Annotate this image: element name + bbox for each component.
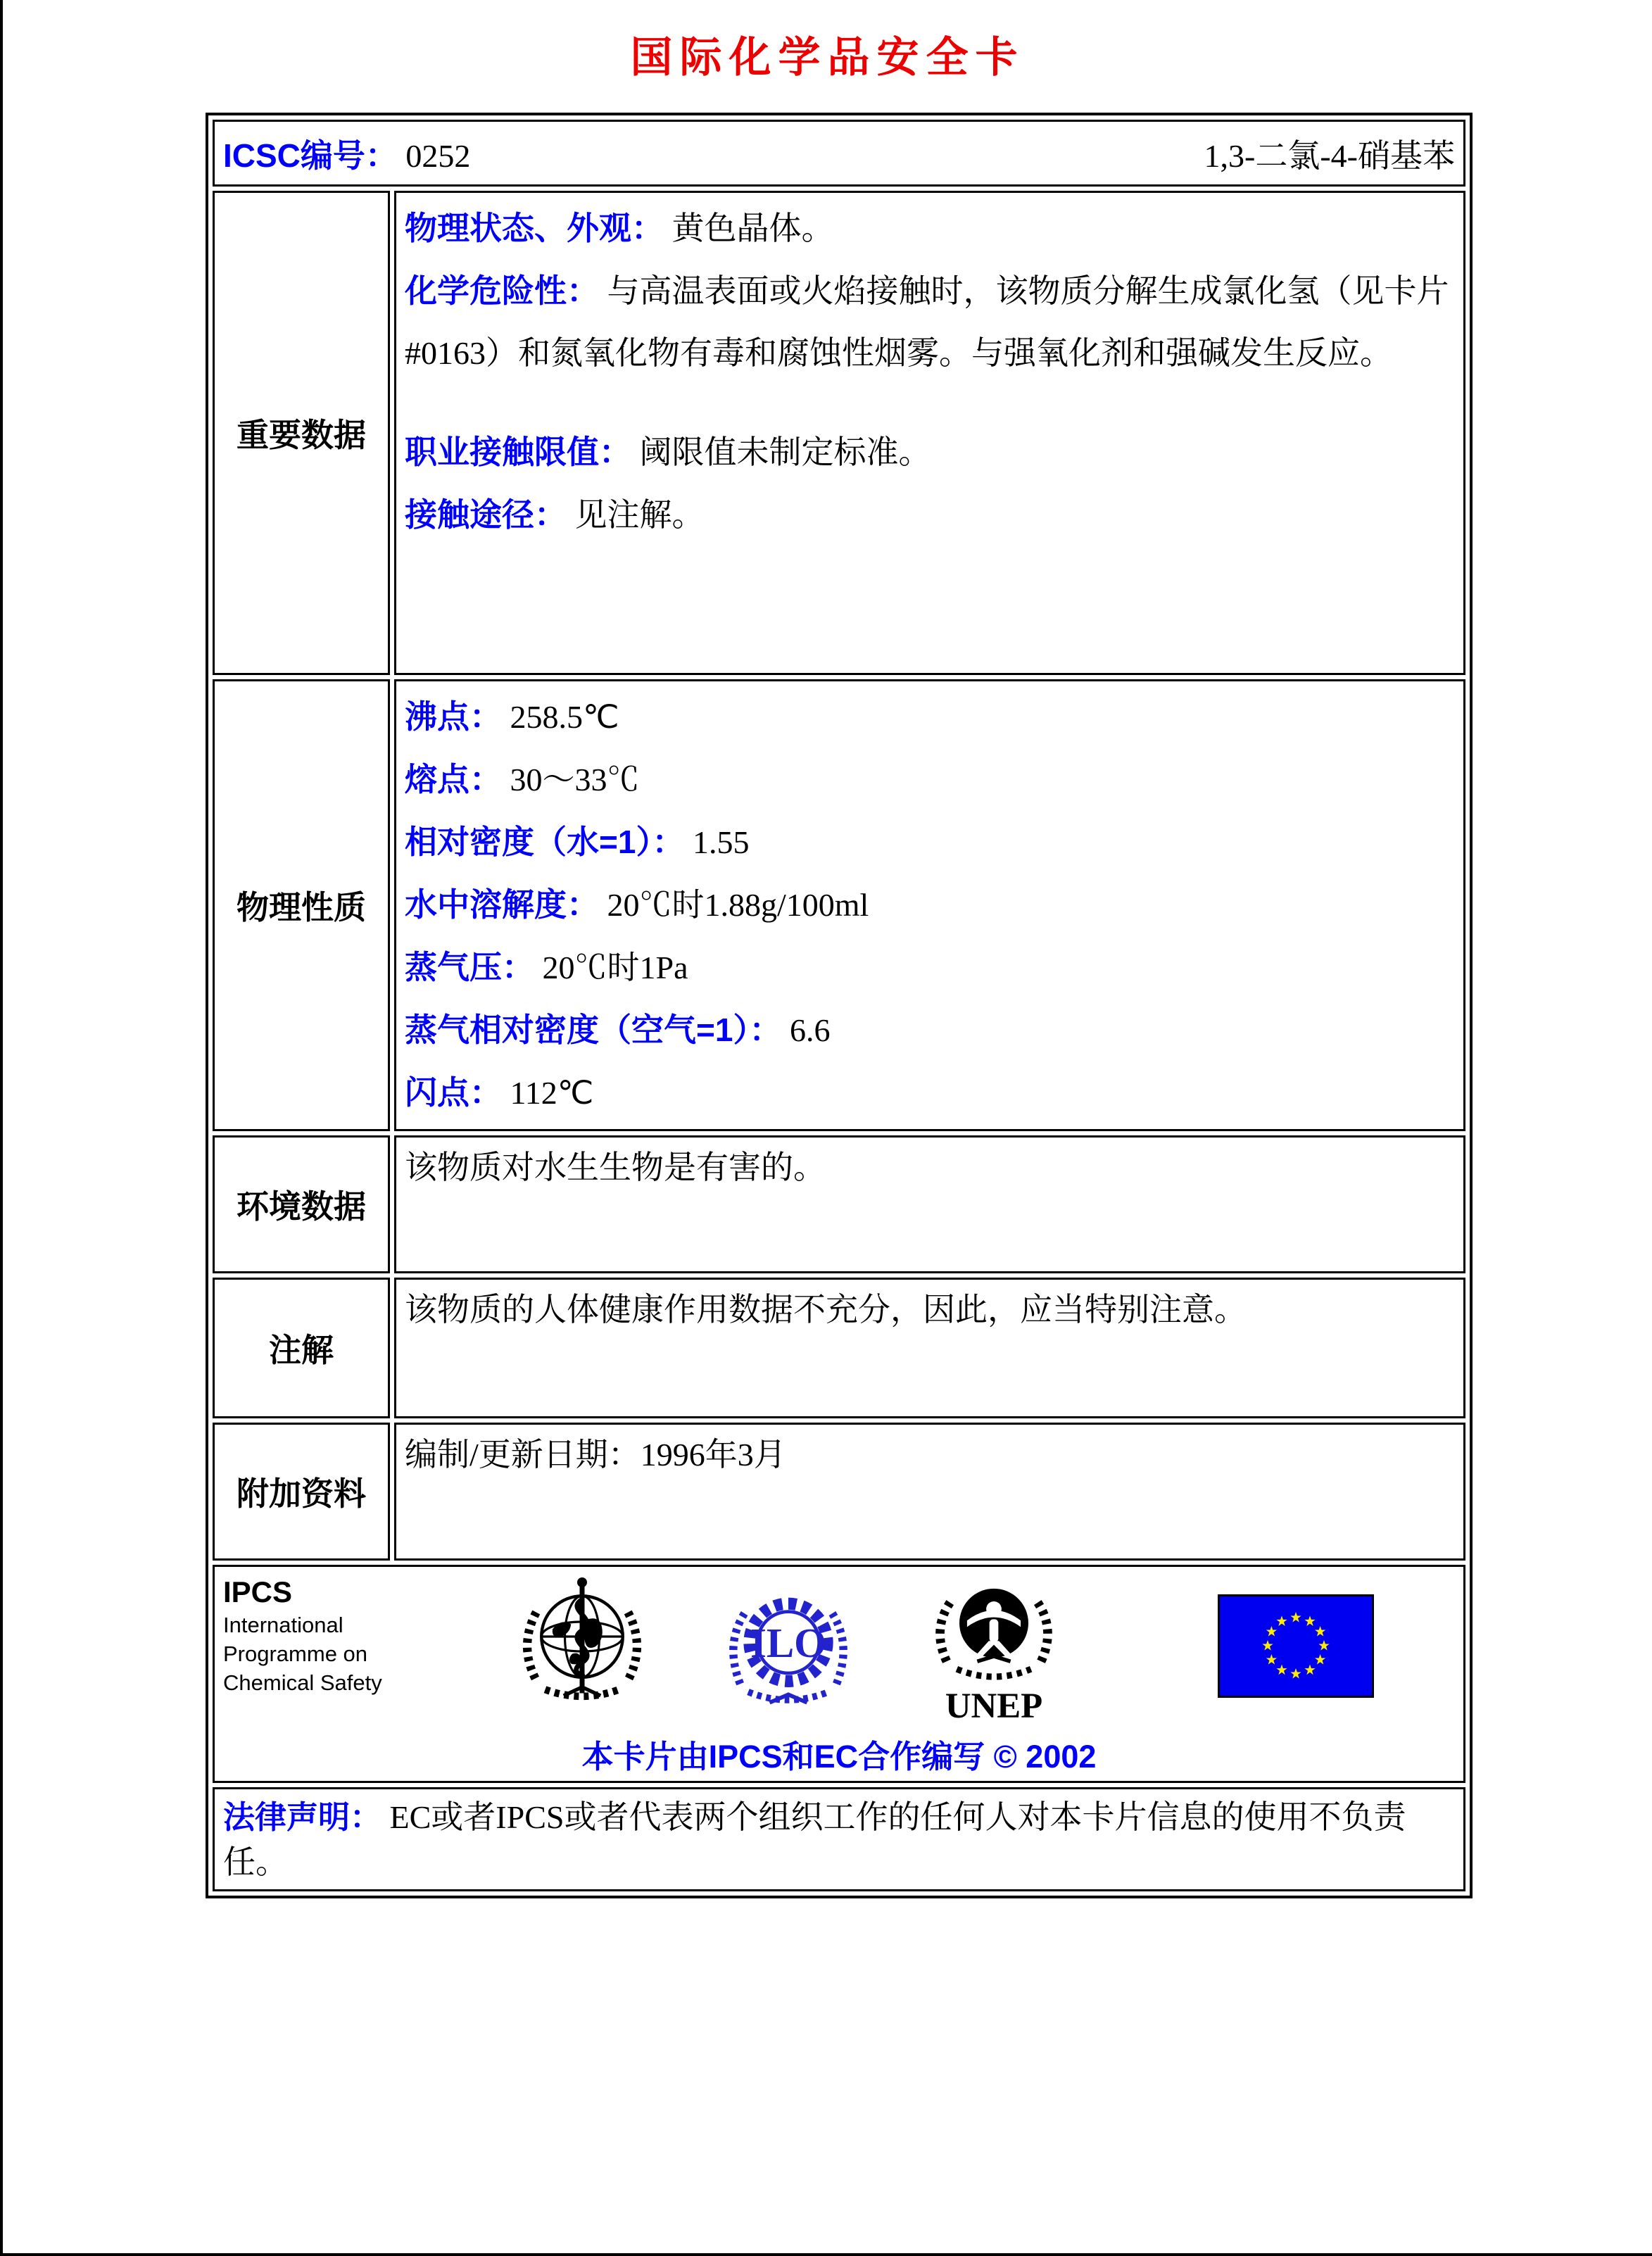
field-value: 与高温表面或火焰接触时，该物质分解生成氯化氢（见卡片#0163）和氮氧化物有毒和腐蚀性烟雾。与强氧化剂和强碱发生反应。	[405, 273, 1449, 371]
field-value: 黄色晶体。	[671, 210, 834, 246]
ipcs-subtitle-line2: Programme on	[223, 1641, 368, 1666]
chemical-name: 1,3-二氯-4-硝基苯	[1204, 137, 1455, 174]
icsc-card-table	[206, 113, 1473, 1898]
section-content-important-data	[394, 191, 1465, 675]
footer-caption-text: 本卡片由IPCS和EC合作编写	[581, 1739, 985, 1775]
unep-logo-icon	[888, 1567, 1099, 1725]
field-label: 蒸气压：	[405, 949, 534, 985]
field-value: 20℃时1.88g/100ml	[607, 887, 869, 923]
field-value: 20℃时1Pa	[542, 950, 688, 985]
field-flash-point	[405, 1061, 1455, 1124]
additional-information-text: 编制/更新日期：1996年3月	[405, 1437, 786, 1473]
page-title: 国际化学品安全卡	[630, 34, 1025, 81]
unep-logo-text: UNEP	[945, 1686, 1043, 1725]
field-chemical-dangers	[405, 260, 1455, 384]
field-value: 阈限值未制定标准。	[639, 434, 931, 470]
footer-cell	[213, 1565, 1465, 1783]
field-relative-density	[405, 811, 1455, 874]
footer-caption	[223, 1731, 1455, 1777]
field-water-solubility	[405, 874, 1455, 936]
section-row-notes	[213, 1278, 1465, 1418]
section-label-notes: 注解	[213, 1278, 390, 1418]
field-physical-state	[405, 197, 1455, 260]
who-logo-icon	[477, 1573, 688, 1720]
field-value: 112℃	[510, 1075, 594, 1111]
field-label: 闪点：	[405, 1074, 502, 1111]
ipcs-text-block	[223, 1574, 477, 1697]
field-value: 见注解。	[574, 497, 705, 533]
notes-text: 该物质的人体健康作用数据不充分，因此，应当特别注意。	[405, 1292, 1247, 1328]
field-label: 水中溶解度：	[405, 886, 599, 923]
section-content-physical-properties	[394, 679, 1465, 1131]
environmental-data-text: 该物质对水生生物是有害的。	[405, 1149, 826, 1185]
field-label: 接触途径：	[405, 496, 567, 533]
legal-notice-text: EC或者IPCS或者代表两个组织工作的任何人对本卡片信息的使用不负责任。	[223, 1799, 1406, 1880]
section-row-physical-properties	[213, 679, 1465, 1131]
legal-notice-label: 法律声明：	[223, 1799, 382, 1835]
field-label: 熔点：	[405, 761, 502, 798]
field-value: 258.5℃	[510, 699, 619, 735]
eu-flag-icon	[1142, 1594, 1374, 1698]
field-vapour-pressure	[405, 936, 1455, 999]
section-label-additional-information: 附加资料	[213, 1423, 390, 1561]
field-boiling-point	[405, 686, 1455, 748]
section-row-important-data	[213, 191, 1465, 675]
section-content-environmental-data	[394, 1135, 1465, 1273]
header-cell	[213, 120, 1465, 187]
field-routes-of-exposure	[405, 484, 1455, 546]
section-row-environmental-data	[213, 1135, 1465, 1273]
field-melting-point	[405, 748, 1455, 811]
field-occupational-exposure-limits	[405, 421, 1455, 484]
ilo-logo-text: ILO	[750, 1620, 826, 1666]
icsc-number-label: ICSC编号：	[223, 137, 398, 174]
field-label: 职业接触限值：	[405, 434, 631, 470]
ipcs-subtitle-line3: Chemical Safety	[223, 1670, 382, 1695]
header-row	[213, 120, 1465, 187]
section-content-additional-information	[394, 1423, 1465, 1561]
field-label: 沸点：	[405, 698, 502, 735]
section-row-additional-information	[213, 1423, 1465, 1561]
footer-row	[213, 1565, 1465, 1783]
field-label: 物理状态、外观：	[405, 210, 664, 246]
field-value: 6.6	[789, 1012, 831, 1048]
field-label: 化学危险性：	[405, 272, 599, 309]
legal-notice-cell	[213, 1787, 1465, 1891]
section-label-important-data: 重要数据	[213, 191, 390, 675]
footer-copyright: © 2002	[993, 1739, 1097, 1775]
ilo-logo-icon	[688, 1580, 888, 1713]
section-label-environmental-data: 环境数据	[213, 1135, 390, 1273]
field-value: 1.55	[692, 824, 750, 860]
ipcs-title: IPCS	[223, 1575, 293, 1608]
section-content-notes	[394, 1278, 1465, 1418]
field-label: 蒸气相对密度（空气=1）：	[405, 1012, 782, 1048]
section-label-physical-properties: 物理性质	[213, 679, 390, 1131]
icsc-number-group	[223, 130, 470, 177]
field-value: 30～33℃	[510, 762, 640, 798]
icsc-number-value: 0252	[405, 137, 471, 174]
ipcs-subtitle-line1: International	[223, 1613, 343, 1637]
field-vapour-relative-density	[405, 999, 1455, 1061]
field-label: 相对密度（水=1）：	[405, 824, 685, 860]
legal-notice-row	[213, 1787, 1465, 1891]
